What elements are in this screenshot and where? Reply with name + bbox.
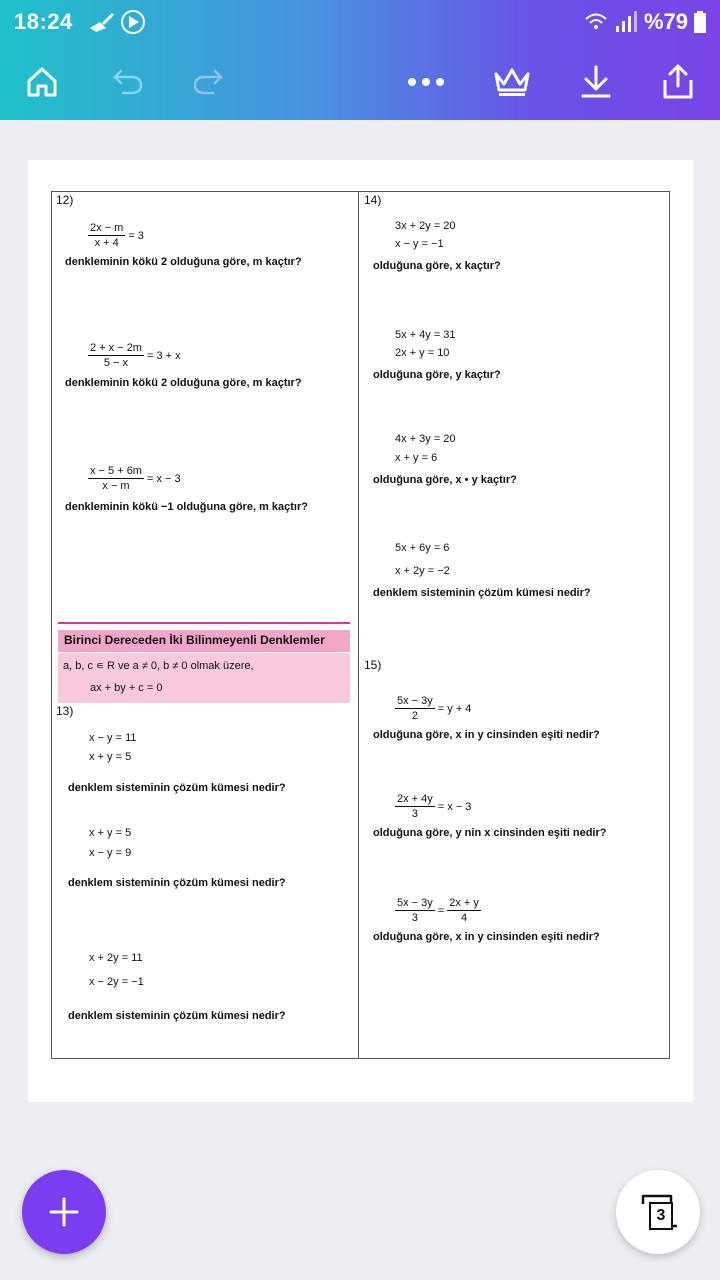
status-time: 18:24	[14, 9, 73, 34]
question-12-number: 12)	[56, 193, 74, 207]
eq12b-rhs: = 3 + x	[146, 349, 181, 362]
prompt-13a: denklem sisteminin çözüm kümesi nedir?	[68, 782, 286, 794]
wifi-signal-icon	[584, 10, 638, 34]
system-14a-eq1: 3x + 2y = 20	[395, 220, 456, 232]
section-definition-line1: a, b, c ∊ R ve a ≠ 0, b ≠ 0 olmak üzere,	[63, 660, 254, 672]
more-options-button[interactable]	[400, 56, 452, 108]
column-divider	[358, 192, 359, 1058]
eq15c-left-denominator: 3	[411, 912, 418, 924]
prompt-12c: denkleminin kökü −1 olduğuna göre, m kaçtır?	[65, 501, 308, 513]
system-14b-eq1: 5x + 4y = 31	[395, 329, 456, 341]
status-right-icons	[584, 9, 706, 35]
prompt-13b: denklem sisteminin çözüm kümesi nedir?	[68, 877, 286, 889]
system-13c-eq2: x − 2y = −1	[89, 976, 144, 988]
equation-15a	[395, 694, 471, 723]
redo-icon	[191, 67, 225, 97]
system-13b-eq1: x + y = 5	[89, 827, 132, 839]
system-13b-eq2: x − y = 9	[89, 847, 132, 859]
prompt-12b: denkleminin kökü 2 olduğuna göre, m kaçtır?	[65, 377, 302, 389]
eq12a-numerator: 2x − m	[90, 222, 124, 234]
section-definition-box	[58, 653, 350, 703]
battery-percent: %79	[643, 9, 688, 34]
editor-toolbar	[0, 44, 720, 120]
eq15c-right-numerator: 2x + y	[449, 897, 479, 909]
undo-button[interactable]	[102, 56, 154, 108]
question-15-number: 15)	[364, 658, 382, 672]
app-header	[0, 0, 720, 120]
prompt-14c: olduğuna göre, x • y kaçtır?	[373, 474, 517, 486]
prompt-14b: olduğuna göre, y kaçtır?	[373, 369, 501, 381]
eq15a-rhs: = y + 4	[437, 702, 472, 715]
eq15c-right-denominator: 4	[460, 912, 468, 924]
play-store-icon	[122, 11, 144, 33]
share-button[interactable]	[652, 56, 704, 108]
broom-icon	[90, 13, 114, 32]
question-14-number: 14)	[364, 193, 382, 207]
home-icon	[24, 64, 60, 100]
redo-button[interactable]	[182, 56, 234, 108]
system-14c-eq2: x + y = 6	[395, 452, 438, 464]
worksheet	[51, 191, 670, 1059]
equation-15b	[395, 792, 471, 821]
equation-15c	[395, 896, 481, 925]
eq15c-left-numerator: 5x − 3y	[397, 897, 433, 909]
eq15a-numerator: 5x − 3y	[397, 695, 433, 707]
equation-12a	[88, 221, 144, 250]
eq12b-numerator: 2 + x − 2m	[90, 342, 142, 354]
prompt-12a: denkleminin kökü 2 olduğuna göre, m kaçtır?	[65, 256, 302, 268]
section-header	[58, 630, 350, 652]
system-13a-eq1: x − y = 11	[89, 732, 137, 744]
eq15c-equals: =	[437, 904, 445, 917]
system-14d-eq1: 5x + 6y = 6	[395, 542, 450, 554]
prompt-15b: olduğuna göre, y nin x cinsinden eşiti nedir?	[373, 827, 607, 839]
system-14c-eq1: 4x + 3y = 20	[395, 433, 456, 445]
home-button[interactable]	[16, 56, 68, 108]
prompt-13c: denklem sisteminin çözüm kümesi nedir?	[68, 1010, 286, 1022]
download-icon	[579, 64, 613, 100]
system-14a-eq2: x − y = −1	[395, 238, 444, 250]
download-button[interactable]	[570, 56, 622, 108]
eq15b-numerator: 2x + 4y	[397, 793, 433, 805]
system-14d-eq2: x + 2y = −2	[395, 565, 450, 577]
eq12c-numerator: x − 5 + 6m	[90, 465, 142, 477]
more-dots-icon	[406, 76, 446, 88]
eq15a-denominator: 2	[411, 710, 418, 722]
section-definition-line2: ax + by + c = 0	[90, 682, 163, 694]
page-count: 3	[649, 1202, 673, 1230]
section-title: Birinci Dereceden İki Bilinmeyenli Denklemler	[64, 633, 325, 647]
crown-icon	[492, 64, 532, 100]
system-13a-eq2: x + y = 5	[89, 751, 132, 763]
undo-icon	[111, 67, 145, 97]
prompt-14d: denklem sisteminin çözüm kümesi nedir?	[373, 587, 591, 599]
eq12c-denominator: x − m	[102, 480, 130, 492]
premium-button[interactable]	[486, 56, 538, 108]
question-13-number: 13)	[56, 704, 74, 718]
status-notification-icons	[86, 8, 156, 36]
system-14b-eq2: 2x + y = 10	[395, 347, 450, 359]
equation-12c	[88, 464, 181, 493]
system-13c-eq1: x + 2y = 11	[89, 952, 143, 964]
eq15b-rhs: = x − 3	[437, 800, 472, 813]
eq12a-rhs: = 3	[128, 229, 144, 242]
pages-button[interactable]	[616, 1170, 700, 1254]
section-rule	[58, 622, 350, 624]
equation-12b	[88, 341, 181, 370]
eq12c-rhs: = x − 3	[146, 472, 181, 485]
add-button[interactable]	[22, 1170, 106, 1254]
eq12a-denominator: x + 4	[94, 237, 119, 249]
eq12b-denominator: 5 − x	[103, 357, 129, 369]
share-icon	[660, 64, 696, 100]
prompt-15a: olduğuna göre, x in y cinsinden eşiti nedir?	[373, 729, 600, 741]
eq15b-denominator: 3	[411, 808, 418, 820]
prompt-15c: olduğuna göre, x in y cinsinden eşiti nedir?	[373, 931, 600, 943]
plus-icon	[48, 1196, 80, 1228]
status-bar	[0, 0, 720, 44]
battery-icon	[694, 11, 706, 33]
prompt-14a: olduğuna göre, x kaçtır?	[373, 260, 501, 272]
document-page[interactable]	[28, 160, 693, 1102]
